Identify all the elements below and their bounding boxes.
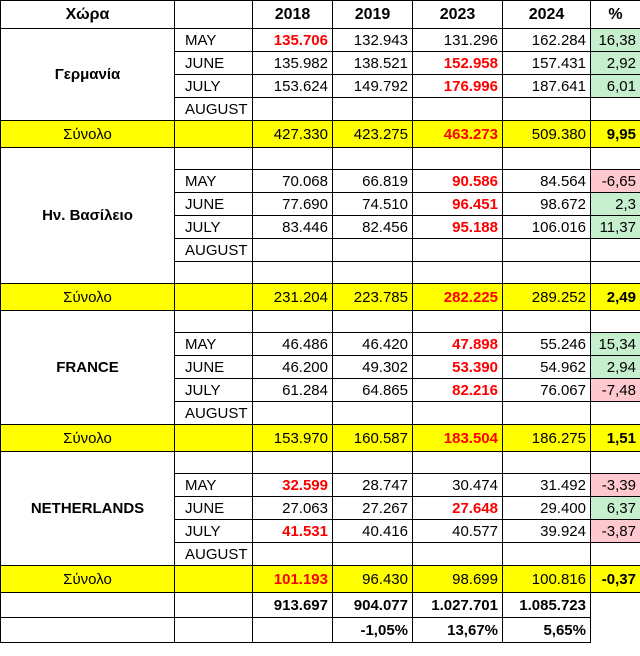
cell-value [413,239,503,262]
cell-pct: 6,01 [591,75,640,98]
cell-value: 74.510 [333,193,413,216]
change-value: -1,05% [333,618,413,643]
total-blank [175,121,253,148]
header-pct: % [591,1,640,29]
grand-total-row [1,593,640,618]
total-pct: 2,49 [591,284,640,311]
change-value: 5,65% [503,618,591,643]
month-label: MAY [175,333,253,356]
cell-value [333,402,413,425]
cell-value: 61.284 [253,379,333,402]
total-value: 153.970 [253,425,333,452]
blank-cell [253,148,333,170]
blank-cell [333,148,413,170]
spacer-row [1,311,640,333]
blank-cell [253,311,333,333]
cell-value [333,239,413,262]
month-label: JUNE [175,497,253,520]
grand-total-value: 913.697 [253,593,333,618]
total-label: Σύνολο [1,284,175,311]
cell-pct: -7,48 [591,379,640,402]
cell-value: 28.747 [333,474,413,497]
total-value: 231.204 [253,284,333,311]
total-value: 186.275 [503,425,591,452]
cell-value: 54.962 [503,356,591,379]
blank-cell [333,452,413,474]
cell-value: 55.246 [503,333,591,356]
month-label: MAY [175,170,253,193]
blank-cell [413,311,503,333]
cell-pct: 16,38 [591,29,640,52]
cell-pct [591,543,640,566]
blank-cell [175,593,253,618]
total-value: 289.252 [503,284,591,311]
cell-value [413,543,503,566]
blank-cell [175,618,253,643]
blank-cell [591,311,640,333]
cell-pct: 15,34 [591,333,640,356]
month-label: JUNE [175,193,253,216]
cell-pct: 6,37 [591,497,640,520]
change-row [1,618,640,643]
cell-value: 40.577 [413,520,503,543]
total-label: Σύνολο [1,566,175,593]
cell-value: 47.898 [413,333,503,356]
blank-cell [413,452,503,474]
cell-value: 27.063 [253,497,333,520]
cell-value: 98.672 [503,193,591,216]
month-label: AUGUST [175,543,253,566]
total-value: 96.430 [333,566,413,593]
grand-total-value: 904.077 [333,593,413,618]
cell-value: 106.016 [503,216,591,239]
cell-value: 76.067 [503,379,591,402]
blank-cell [591,593,640,618]
cell-value [253,543,333,566]
cell-value: 39.924 [503,520,591,543]
cell-value: 70.068 [253,170,333,193]
header-row [1,1,640,29]
cell-value: 176.996 [413,75,503,98]
cell-value: 31.492 [503,474,591,497]
month-label: JUNE [175,52,253,75]
month-label: AUGUST [175,402,253,425]
cell-pct: -3,39 [591,474,640,497]
total-label: Σύνολο [1,425,175,452]
cell-value: 96.451 [413,193,503,216]
total-value: 423.275 [333,121,413,148]
cell-pct [591,402,640,425]
total-blank [175,284,253,311]
blank-cell [503,148,591,170]
total-row [1,425,640,452]
blank-cell [1,593,175,618]
blank-cell [333,262,413,284]
cell-value [503,98,591,121]
cell-value: 131.296 [413,29,503,52]
header-month [175,1,253,29]
cell-value: 53.390 [413,356,503,379]
cell-value: 49.302 [333,356,413,379]
total-pct: -0,37 [591,566,640,593]
blank-cell [503,262,591,284]
month-label: AUGUST [175,98,253,121]
total-row [1,121,640,148]
blank-cell [175,148,253,170]
cell-value: 40.416 [333,520,413,543]
blank-cell [175,311,253,333]
cell-value: 27.267 [333,497,413,520]
blank-cell [253,262,333,284]
total-value: 100.816 [503,566,591,593]
cell-value: 32.599 [253,474,333,497]
total-value: 160.587 [333,425,413,452]
country-name: NETHERLANDS [1,452,175,566]
total-value: 183.504 [413,425,503,452]
blank-cell [503,452,591,474]
cell-value: 135.982 [253,52,333,75]
total-value: 509.380 [503,121,591,148]
cell-pct: 2,92 [591,52,640,75]
cell-value: 157.431 [503,52,591,75]
cell-pct: 2,94 [591,356,640,379]
header-2023: 2023 [413,1,503,29]
blank-cell [253,452,333,474]
month-label: JULY [175,379,253,402]
cell-pct [591,98,640,121]
country-name: Ην. Βασίλειο [1,148,175,284]
cell-value: 46.486 [253,333,333,356]
total-label: Σύνολο [1,121,175,148]
total-blank [175,566,253,593]
table-row [1,29,640,52]
total-value: 427.330 [253,121,333,148]
cell-value [503,402,591,425]
cell-pct: 11,37 [591,216,640,239]
blank-cell [1,618,175,643]
cell-value [503,239,591,262]
header-2018: 2018 [253,1,333,29]
cell-value: 187.641 [503,75,591,98]
cell-value: 90.586 [413,170,503,193]
change-value: 13,67% [413,618,503,643]
cell-pct: 2,3 [591,193,640,216]
blank-cell [591,148,640,170]
cell-value: 138.521 [333,52,413,75]
total-value: 98.699 [413,566,503,593]
cell-value: 84.564 [503,170,591,193]
month-label: JUNE [175,356,253,379]
cell-value [503,543,591,566]
blank-cell [413,262,503,284]
cell-value: 152.958 [413,52,503,75]
cell-value [253,98,333,121]
blank-cell [413,148,503,170]
cell-value [413,98,503,121]
blank-cell [503,311,591,333]
cell-value: 132.943 [333,29,413,52]
cell-value [253,239,333,262]
cell-value: 41.531 [253,520,333,543]
cell-value [253,402,333,425]
blank-cell [175,452,253,474]
spacer-row [1,452,640,474]
cell-value: 27.648 [413,497,503,520]
blank-cell [591,452,640,474]
month-label: MAY [175,29,253,52]
cell-pct [591,239,640,262]
cell-value: 95.188 [413,216,503,239]
cell-value: 30.474 [413,474,503,497]
cell-value: 66.819 [333,170,413,193]
total-row [1,566,640,593]
country-name: Γερμανία [1,29,175,121]
cell-value: 82.456 [333,216,413,239]
cell-value: 82.216 [413,379,503,402]
cell-value: 46.200 [253,356,333,379]
month-label: MAY [175,474,253,497]
cell-pct: -6,65 [591,170,640,193]
total-row [1,284,640,311]
blank-cell [333,311,413,333]
country-name: FRANCE [1,311,175,425]
total-value: 101.193 [253,566,333,593]
blank-cell [591,618,640,643]
total-value: 463.273 [413,121,503,148]
cell-value [413,402,503,425]
cell-value: 83.446 [253,216,333,239]
total-pct: 9,95 [591,121,640,148]
total-pct: 1,51 [591,425,640,452]
total-blank [175,425,253,452]
blank-cell [175,262,253,284]
cell-value: 77.690 [253,193,333,216]
cell-value: 162.284 [503,29,591,52]
cell-value [333,543,413,566]
total-value: 282.225 [413,284,503,311]
cell-value [333,98,413,121]
month-label: JULY [175,75,253,98]
cell-value: 29.400 [503,497,591,520]
cell-value: 135.706 [253,29,333,52]
month-label: JULY [175,520,253,543]
cell-value: 149.792 [333,75,413,98]
total-value: 223.785 [333,284,413,311]
grand-total-value: 1.085.723 [503,593,591,618]
month-label: AUGUST [175,239,253,262]
blank-cell [253,618,333,643]
cell-value: 46.420 [333,333,413,356]
month-label: JULY [175,216,253,239]
grand-total-value: 1.027.701 [413,593,503,618]
header-country: Χώρα [1,1,175,29]
spacer-row [1,148,640,170]
header-2019: 2019 [333,1,413,29]
header-2024: 2024 [503,1,591,29]
cell-value: 64.865 [333,379,413,402]
cell-value: 153.624 [253,75,333,98]
blank-cell [591,262,640,284]
cell-pct: -3,87 [591,520,640,543]
